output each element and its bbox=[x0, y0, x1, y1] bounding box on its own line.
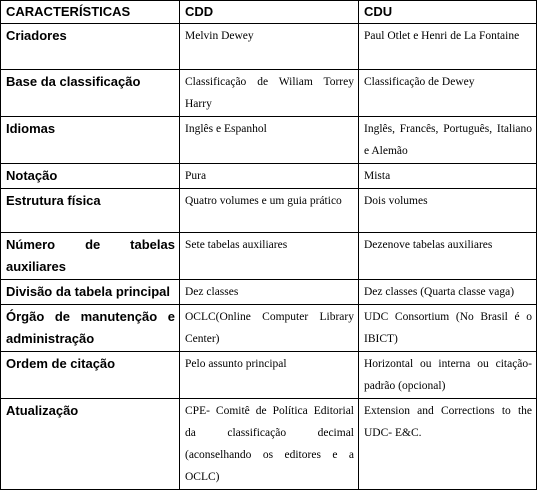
feature-cell: Órgão de manutenção e administração bbox=[1, 305, 180, 352]
feature-cell: Notação bbox=[1, 164, 180, 189]
feature-cell: Criadores bbox=[1, 24, 180, 70]
cdu-cell: Mista bbox=[359, 164, 537, 189]
cdu-cell: Dois volumes bbox=[359, 189, 537, 233]
cdu-cell: Dez classes (Quarta classe vaga) bbox=[359, 280, 537, 305]
table-row bbox=[1, 189, 537, 233]
cdu-cell: UDC Consortium (No Brasil é o IBICT) bbox=[359, 305, 537, 352]
cdd-cell: Pura bbox=[180, 164, 359, 189]
cdd-cell: Melvin Dewey bbox=[180, 24, 359, 70]
feature-cell: Estrutura física bbox=[1, 189, 180, 233]
cdu-cell: Inglês, Francês, Português, Italiano e Alemão bbox=[359, 117, 537, 164]
cdd-cell: Sete tabelas auxiliares bbox=[180, 233, 359, 280]
feature-cell: Número de tabelas auxiliares bbox=[1, 233, 180, 280]
feature-cell: Idiomas bbox=[1, 117, 180, 164]
table-row bbox=[1, 305, 537, 352]
cdd-cell: Dez classes bbox=[180, 280, 359, 305]
header-cdd: CDD bbox=[180, 1, 359, 24]
cdd-cell: CPE- Comitê de Política Editorial da classificação decimal (aconselhando os editores e a OCLC) bbox=[180, 399, 359, 490]
table-row bbox=[1, 70, 537, 117]
cdd-cell: Quatro volumes e um guia prático bbox=[180, 189, 359, 233]
header-feature: CARACTERÍSTICAS bbox=[1, 1, 180, 24]
table-row bbox=[1, 352, 537, 399]
cdd-cell: Pelo assunto principal bbox=[180, 352, 359, 399]
feature-cell: Divisão da tabela principal bbox=[1, 280, 180, 305]
cdu-cell: Paul Otlet e Henri de La Fontaine bbox=[359, 24, 537, 70]
table-row bbox=[1, 399, 537, 490]
cdu-cell: Extension and Corrections to the UDC- E&C. bbox=[359, 399, 537, 490]
cdu-cell: Classificação de Dewey bbox=[359, 70, 537, 117]
feature-cell: Base da classificação bbox=[1, 70, 180, 117]
feature-cell: Ordem de citação bbox=[1, 352, 180, 399]
table-row bbox=[1, 164, 537, 189]
cdu-cell: Dezenove tabelas auxiliares bbox=[359, 233, 537, 280]
table-row bbox=[1, 117, 537, 164]
cdd-cell: Classificação de Wiliam Torrey Harry bbox=[180, 70, 359, 117]
cdd-cell: Inglês e Espanhol bbox=[180, 117, 359, 164]
feature-cell: Atualização bbox=[1, 399, 180, 490]
table-row bbox=[1, 280, 537, 305]
header-row bbox=[1, 1, 537, 24]
cdd-cell: OCLC(Online Computer Library Center) bbox=[180, 305, 359, 352]
table-row bbox=[1, 24, 537, 70]
cdu-cell: Horizontal ou interna ou citação-padrão (opcional) bbox=[359, 352, 537, 399]
table-row bbox=[1, 233, 537, 280]
header-cdu: CDU bbox=[359, 1, 537, 24]
